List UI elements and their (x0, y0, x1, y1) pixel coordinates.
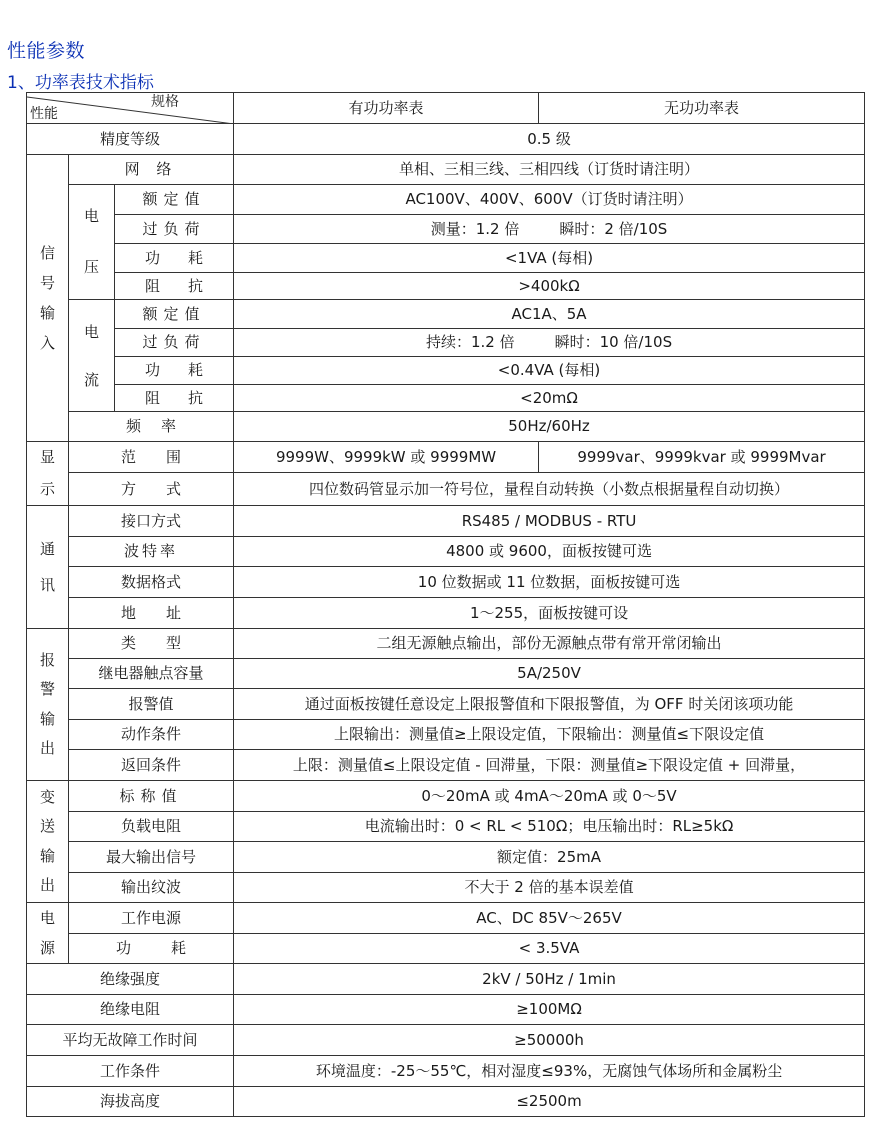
row-label: 范 围 (69, 442, 234, 473)
row-value: ≥100MΩ (234, 995, 865, 1025)
table-row (27, 412, 865, 442)
row-label: 输出纹波 (69, 873, 234, 903)
row-value: AC、DC 85V～265V (234, 903, 865, 934)
table-row (27, 385, 865, 412)
row-value: 10 位数据或 11 位数据，面板按键可选 (234, 567, 865, 598)
row-label: 平均无故障工作时间 (27, 1025, 234, 1056)
row-label: 类 型 (69, 629, 234, 659)
row-value: 2kV / 50Hz / 1min (234, 964, 865, 995)
table-row (27, 473, 865, 506)
spec-table (26, 92, 865, 1117)
corner-label-spec: 规格 (151, 94, 180, 110)
table-row (27, 903, 865, 934)
row-value: 二组无源触点输出，部份无源触点带有常开常闭输出 (234, 629, 865, 659)
row-label: 功 耗 (115, 357, 234, 385)
row-label: 过负荷 (115, 329, 234, 357)
row-label: 工作电源 (69, 903, 234, 934)
row-label: 网 络 (69, 155, 234, 185)
group-transmit-output: 变送输出 (27, 781, 69, 903)
table-row (27, 300, 865, 329)
row-value: 0～20mA 或 4mA～20mA 或 0～5V (234, 781, 865, 812)
table-row (27, 329, 865, 357)
row-label: 绝缘强度 (27, 964, 234, 995)
table-row (27, 629, 865, 659)
table-row (27, 442, 865, 473)
corner-header-cell (27, 93, 234, 124)
row-label: 报警值 (69, 689, 234, 720)
row-label: 频 率 (69, 412, 234, 442)
row-value: 50Hz/60Hz (234, 412, 865, 442)
table-row (27, 720, 865, 750)
row-value: RS485 / MODBUS - RTU (234, 506, 865, 537)
table-row (27, 273, 865, 300)
row-value: 0.5 级 (234, 124, 865, 155)
group-display: 显示 (27, 442, 69, 506)
table-row (27, 659, 865, 689)
row-label: 额定值 (115, 185, 234, 215)
table-row (27, 1056, 865, 1087)
row-label: 阻 抗 (115, 385, 234, 412)
row-label: 地 址 (69, 598, 234, 629)
row-label: 绝缘电阻 (27, 995, 234, 1025)
row-value: 上限输出：测量值≥上限设定值，下限输出：测量值≤下限设定值 (234, 720, 865, 750)
section-title: 1、功率表技术指标 (7, 73, 154, 93)
table-row (27, 567, 865, 598)
group-communication: 通讯 (27, 506, 69, 629)
row-label: 过负荷 (115, 215, 234, 244)
column-header-active: 有功功率表 (234, 93, 539, 124)
row-label: 精度等级 (27, 124, 234, 155)
row-value: ≤2500m (234, 1087, 865, 1117)
row-label: 继电器触点容量 (69, 659, 234, 689)
row-label: 额定值 (115, 300, 234, 329)
table-row (27, 873, 865, 903)
table-row (27, 506, 865, 537)
row-value: >400kΩ (234, 273, 865, 300)
table-row (27, 689, 865, 720)
row-label: 数据格式 (69, 567, 234, 598)
table-header-row (27, 93, 865, 124)
table-row (27, 598, 865, 629)
table-row (27, 964, 865, 995)
table-row (27, 244, 865, 273)
group-power: 电源 (27, 903, 69, 964)
row-label: 返回条件 (69, 750, 234, 781)
row-label: 海拔高度 (27, 1087, 234, 1117)
page-title: 性能参数 (7, 40, 86, 62)
group-alarm-output: 报警输出 (27, 629, 69, 781)
row-value-reactive: 9999var、9999kvar 或 9999Mvar (539, 442, 865, 473)
row-value: <0.4VA (每相) (234, 357, 865, 385)
row-label: 动作条件 (69, 720, 234, 750)
row-value: AC100V、400V、600V（订货时请注明） (234, 185, 865, 215)
row-value: 上限：测量值≤上限设定值 - 回滞量，下限：测量值≥下限设定值 + 回滞量， (234, 750, 865, 781)
table-row (27, 781, 865, 812)
row-value: 四位数码管显示加一符号位，量程自动转换（小数点根据量程自动切换） (234, 473, 865, 506)
row-value: 4800 或 9600，面板按键可选 (234, 537, 865, 567)
table-row (27, 215, 865, 244)
table-row (27, 934, 865, 964)
group-signal-input: 信号输入 (27, 155, 69, 442)
row-label: 标称值 (69, 781, 234, 812)
row-value: <20mΩ (234, 385, 865, 412)
row-value: <1VA (每相) (234, 244, 865, 273)
table-row (27, 995, 865, 1025)
row-label: 波特率 (69, 537, 234, 567)
table-row (27, 750, 865, 781)
table-row (27, 1087, 865, 1117)
table-row (27, 124, 865, 155)
table-row (27, 812, 865, 842)
table-row (27, 357, 865, 385)
corner-label-performance: 性能 (30, 105, 58, 122)
row-value: 不大于 2 倍的基本误差值 (234, 873, 865, 903)
row-value: 环境温度：-25～55℃，相对湿度≤93%，无腐蚀气体场所和金属粉尘 (234, 1056, 865, 1087)
table-row (27, 842, 865, 873)
row-value: 电流输出时：0 < RL < 510Ω；电压输出时：RL≥5kΩ (234, 812, 865, 842)
row-value-active: 9999W、9999kW 或 9999MW (234, 442, 539, 473)
table-row (27, 185, 865, 215)
row-value: < 3.5VA (234, 934, 865, 964)
row-label: 负载电阻 (69, 812, 234, 842)
row-label: 功 耗 (69, 934, 234, 964)
table-row (27, 155, 865, 185)
row-value: ≥50000h (234, 1025, 865, 1056)
column-header-reactive: 无功功率表 (539, 93, 865, 124)
row-value: 测量：1.2 倍 瞬时：2 倍/10S (234, 215, 865, 244)
group-voltage: 电压 (69, 185, 115, 300)
row-value: 5A/250V (234, 659, 865, 689)
table-row (27, 1025, 865, 1056)
row-value: 额定值：25mA (234, 842, 865, 873)
row-value: 持续：1.2 倍 瞬时：10 倍/10S (234, 329, 865, 357)
table-row (27, 537, 865, 567)
row-label: 方 式 (69, 473, 234, 506)
row-label: 最大输出信号 (69, 842, 234, 873)
row-value: 1～255，面板按键可设 (234, 598, 865, 629)
row-value: 单相、三相三线、三相四线（订货时请注明） (234, 155, 865, 185)
row-value: AC1A、5A (234, 300, 865, 329)
row-label: 阻 抗 (115, 273, 234, 300)
row-label: 工作条件 (27, 1056, 234, 1087)
row-value: 通过面板按键任意设定上限报警值和下限报警值，为 OFF 时关闭该项功能 (234, 689, 865, 720)
row-label: 功 耗 (115, 244, 234, 273)
group-current: 电流 (69, 300, 115, 412)
row-label: 接口方式 (69, 506, 234, 537)
